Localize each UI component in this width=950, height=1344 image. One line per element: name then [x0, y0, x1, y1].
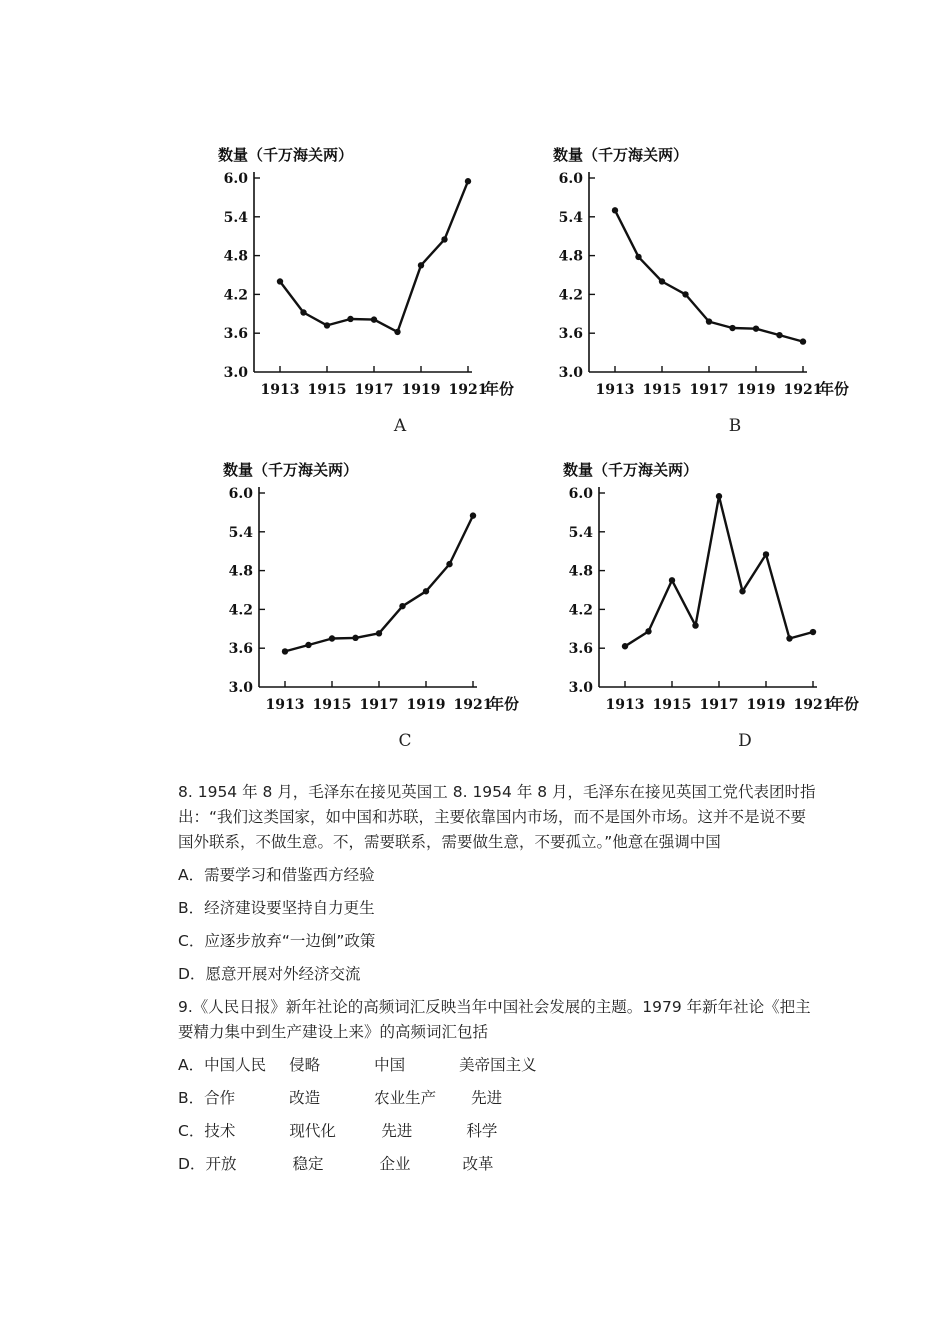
data-point: [399, 603, 405, 609]
data-point: [669, 577, 675, 583]
option-word: 农业生产: [374, 1089, 437, 1107]
x-tick-label: 1915: [642, 382, 682, 398]
option-word: 科学: [466, 1122, 498, 1140]
y-tick-label: 4.2: [223, 287, 248, 304]
option-letter: A．: [178, 866, 205, 884]
chart-d: [555, 455, 935, 755]
data-point: [352, 635, 358, 641]
chart-c-svg: [215, 455, 595, 715]
x-tick-label: 1919: [401, 382, 441, 398]
option-word: 开放: [205, 1155, 237, 1173]
option-letter: B．: [178, 899, 205, 917]
data-point: [763, 551, 769, 557]
y-tick-label: 4.8: [568, 563, 593, 580]
y-tick-label: 6.0: [228, 486, 253, 502]
x-axis-label: 年份: [829, 695, 860, 713]
y-tick-label: 6.0: [558, 171, 583, 187]
data-point: [635, 254, 641, 260]
option-9c[interactable]: [178, 1119, 818, 1144]
x-tick-label: 1913: [595, 382, 635, 398]
x-tick-label: 1919: [746, 697, 786, 713]
chart-a-caption: A: [393, 416, 407, 436]
option-word: 美帝国主义: [459, 1056, 537, 1074]
y-axis-title: 数量（千万海关两）: [553, 146, 689, 164]
option-8b[interactable]: [178, 896, 818, 921]
y-tick-label: 4.2: [568, 602, 593, 619]
option-letter: C．: [178, 1122, 205, 1140]
x-tick-label: 1917: [699, 697, 739, 713]
y-tick-label: 3.0: [228, 680, 253, 696]
y-axis-title: 数量（千万海关两）: [563, 461, 699, 479]
chart-d-svg: [555, 455, 935, 715]
x-tick-label: 1915: [312, 697, 352, 713]
y-tick-label: 5.4: [223, 209, 248, 226]
option-word: 先进: [381, 1122, 413, 1140]
x-tick-label: 1917: [359, 697, 399, 713]
data-point: [800, 338, 806, 344]
chart-b-caption: B: [728, 416, 742, 436]
y-tick-label: 3.6: [223, 326, 248, 343]
data-point: [300, 309, 306, 315]
option-word: 企业: [379, 1155, 411, 1173]
y-tick-label: 3.0: [558, 365, 583, 381]
series-line: [625, 496, 813, 646]
x-tick-label: 1919: [406, 697, 446, 713]
chart-c-caption: C: [398, 731, 412, 751]
data-point: [776, 332, 782, 338]
data-point: [810, 629, 816, 635]
y-tick-label: 5.4: [568, 524, 593, 541]
option-word: 技术: [204, 1122, 236, 1140]
x-tick-label: 1913: [260, 382, 300, 398]
y-axis-title: 数量（千万海关两）: [223, 461, 359, 479]
x-tick-label: 1919: [736, 382, 776, 398]
data-point: [441, 236, 447, 242]
question-9-stem: 9.《人民日报》新年社论的高频词汇反映当年中国社会发展的主题。1979 年新年社论《把主要精力集中到生产建设上来》的高频词汇包括: [178, 998, 811, 1041]
series-line: [280, 181, 468, 332]
y-tick-label: 3.6: [568, 641, 593, 658]
option-text: 经济建设要坚持自力更生: [204, 899, 375, 917]
x-axis-label: 年份: [484, 380, 515, 398]
option-word: 中国: [374, 1056, 406, 1074]
y-tick-label: 4.8: [558, 248, 583, 265]
chart-b: [545, 140, 925, 440]
data-point: [659, 278, 665, 284]
option-9d[interactable]: [178, 1152, 818, 1177]
x-tick-label: 1917: [354, 382, 394, 398]
x-tick-label: 1915: [307, 382, 347, 398]
x-tick-label: 1913: [605, 697, 645, 713]
question-9: [178, 995, 818, 1177]
data-point: [692, 622, 698, 628]
option-8c[interactable]: [178, 929, 818, 954]
chart-a: [210, 140, 590, 440]
data-point: [394, 329, 400, 335]
option-word: 现代化: [289, 1122, 336, 1140]
data-point: [739, 588, 745, 594]
y-tick-label: 4.8: [223, 248, 248, 265]
data-point: [612, 207, 618, 213]
y-tick-label: 3.6: [228, 641, 253, 658]
y-tick-label: 3.6: [558, 326, 583, 343]
option-word: 稳定: [292, 1155, 324, 1173]
option-letter: B．: [178, 1089, 205, 1107]
data-point: [371, 316, 377, 322]
y-tick-label: 4.2: [228, 602, 253, 619]
question-8: [178, 780, 818, 987]
y-tick-label: 6.0: [568, 486, 593, 502]
data-point: [418, 262, 424, 268]
data-point: [706, 318, 712, 324]
x-tick-label: 1913: [265, 697, 305, 713]
data-point: [329, 635, 335, 641]
y-tick-label: 5.4: [228, 524, 253, 541]
data-point: [729, 325, 735, 331]
question-8-stem: 8. 1954 年 8 月，毛泽东在接见英国工 8. 1954 年 8 月，毛泽东在接见英国工党代表团时指出：“我们这类国家，如中国和苏联，主要依靠国内市场，而不是国外市场。这并不是说不要国外联系，不做生意。不，需要联系，需要做生意，不要孤立。”他意在强调中国: [178, 783, 816, 851]
data-point: [347, 316, 353, 322]
data-point: [622, 643, 628, 649]
option-letter: C．: [178, 932, 205, 950]
data-point: [305, 642, 311, 648]
y-tick-label: 6.0: [223, 171, 248, 187]
x-tick-label: 1921: [453, 697, 493, 713]
option-word: 改革: [462, 1155, 494, 1173]
data-point: [376, 630, 382, 636]
option-9a[interactable]: [178, 1053, 818, 1078]
option-letter: D．: [178, 965, 206, 983]
option-word: 先进: [471, 1089, 503, 1107]
option-text: 愿意开展对外经济交流: [205, 965, 361, 983]
data-point: [470, 512, 476, 518]
data-point: [277, 278, 283, 284]
x-tick-label: 1921: [448, 382, 488, 398]
option-9b[interactable]: [178, 1086, 818, 1111]
option-8a[interactable]: [178, 863, 818, 888]
option-letter: D．: [178, 1155, 206, 1173]
option-word: 改造: [289, 1089, 321, 1107]
data-point: [753, 325, 759, 331]
data-point: [682, 291, 688, 297]
option-letter: A．: [178, 1056, 205, 1074]
data-point: [645, 628, 651, 634]
x-axis-label: 年份: [489, 695, 520, 713]
option-text: 应逐步放弃“一边倒”政策: [204, 932, 376, 950]
option-text: 需要学习和借鉴西方经验: [204, 866, 375, 884]
data-point: [786, 635, 792, 641]
x-tick-label: 1921: [783, 382, 823, 398]
x-axis-label: 年份: [819, 380, 850, 398]
chart-a-svg: [210, 140, 590, 400]
data-point: [324, 322, 330, 328]
y-axis-title: 数量（千万海关两）: [218, 146, 354, 164]
x-tick-label: 1917: [689, 382, 729, 398]
option-word: 侵略: [289, 1056, 321, 1074]
x-tick-label: 1915: [652, 697, 692, 713]
option-word: 合作: [204, 1089, 236, 1107]
data-point: [282, 648, 288, 654]
chart-c: [215, 455, 595, 755]
y-tick-label: 3.0: [223, 365, 248, 381]
option-word: 中国人民: [204, 1056, 267, 1074]
y-tick-label: 4.2: [558, 287, 583, 304]
chart-d-caption: D: [738, 731, 752, 751]
y-tick-label: 4.8: [228, 563, 253, 580]
y-tick-label: 5.4: [558, 209, 583, 226]
data-point: [465, 178, 471, 184]
chart-b-svg: [545, 140, 925, 400]
option-8d[interactable]: [178, 962, 818, 987]
x-tick-label: 1921: [793, 697, 833, 713]
y-tick-label: 3.0: [568, 680, 593, 696]
data-point: [446, 561, 452, 567]
questions-section: [178, 780, 818, 1185]
data-point: [716, 493, 722, 499]
data-point: [423, 588, 429, 594]
